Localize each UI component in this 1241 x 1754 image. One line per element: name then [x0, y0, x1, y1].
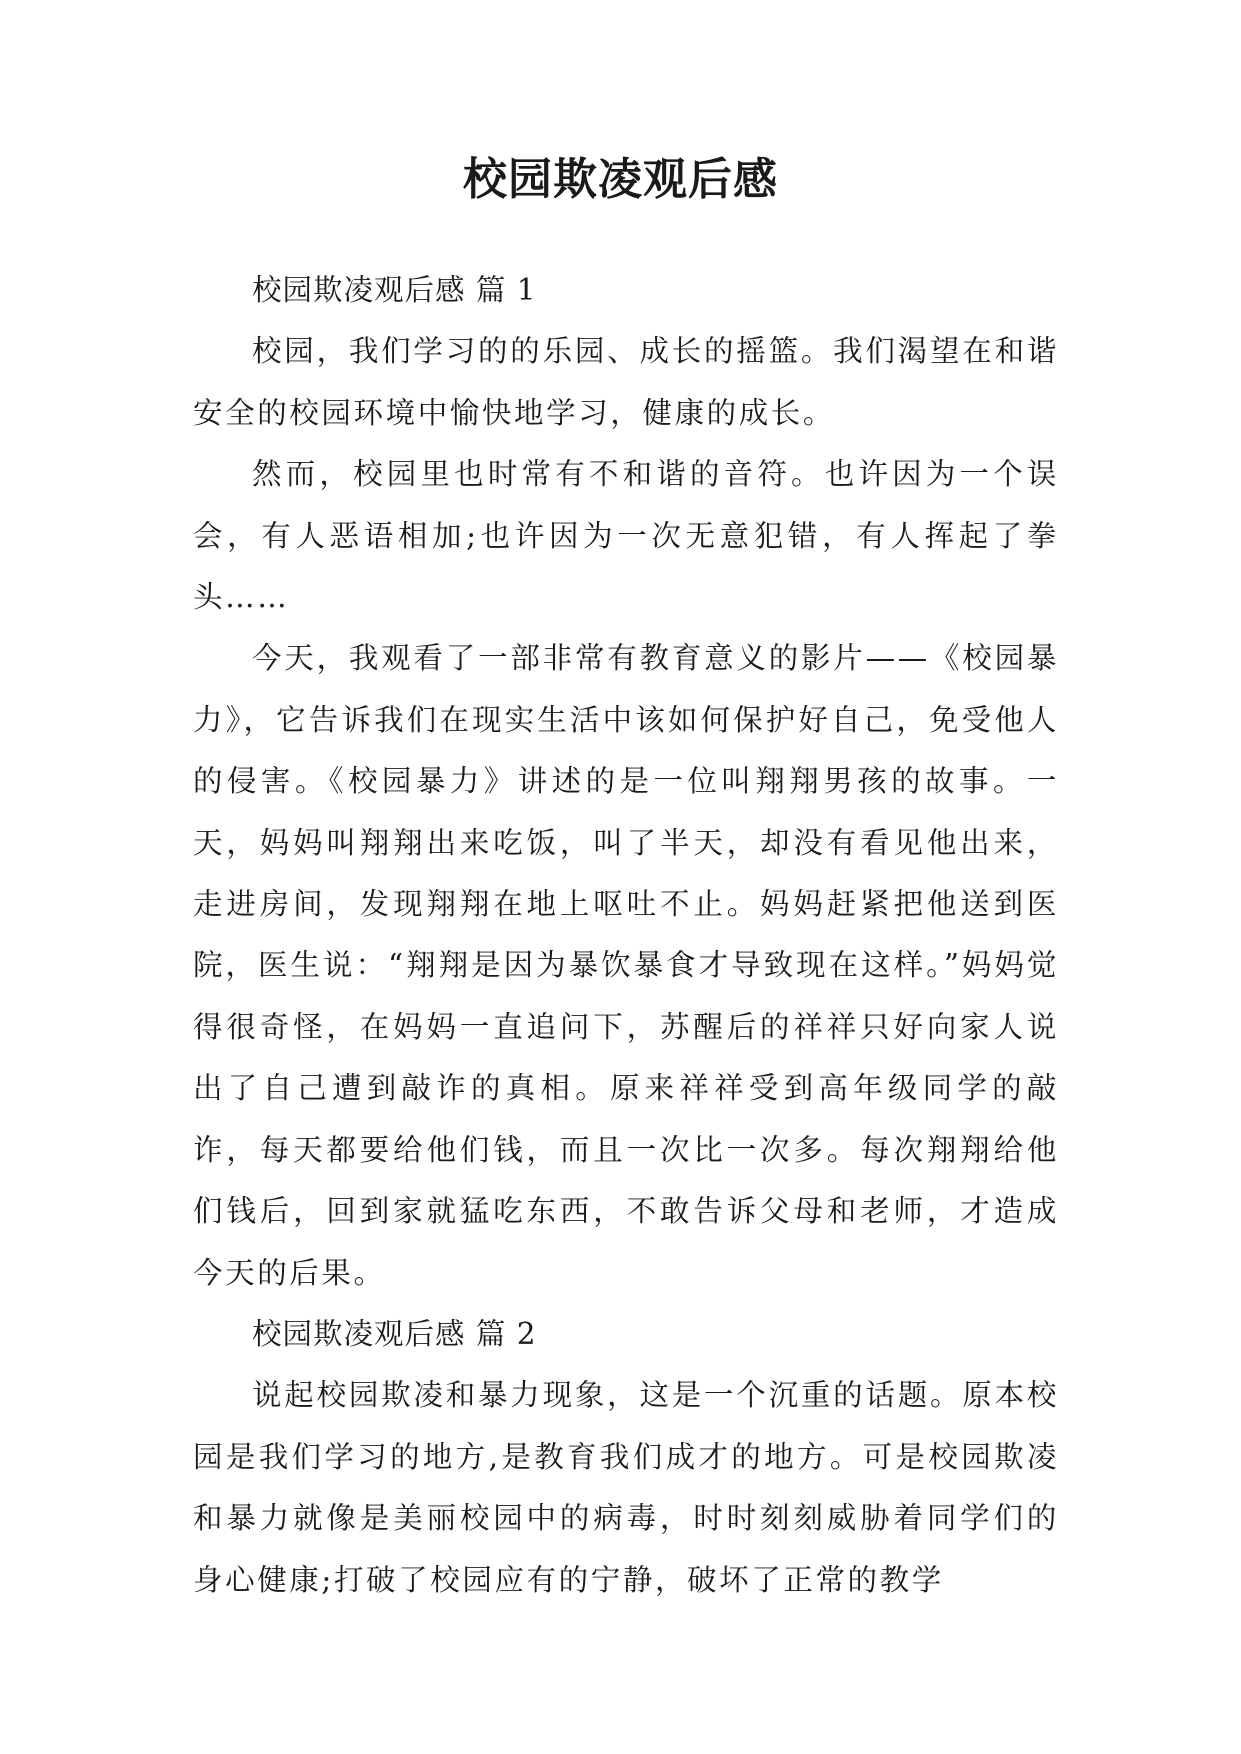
section-heading-2: 校园欺凌观后感 篇 2	[252, 1316, 537, 1351]
paragraph: 然而，校园里也时常有不和谐的音符。也许因为一个误会，有人恶语相加;也许因为一次无意犯错，有人挥起了拳头……	[193, 457, 1059, 615]
paragraph: 说起校园欺凌和暴力现象，这是一个沉重的话题。原本校园是我们学习的地方,是教育我们成才的地方。可是校园欺凌和暴力就像是美丽校园中的病毒，时时刻刻威胁着同学们的身心健康;打破了校园应有的宁静，破坏了正常的教学	[193, 1378, 1059, 1597]
paragraph: 今天，我观看了一部非常有教育意义的影片——《校园暴力》，它告诉我们在现实生活中该如何保护好自己，免受他人的侵害。《校园暴力》讲述的是一位叫翔翔男孩的故事。一天，妈妈叫翔翔出来吃饭，叫了半天，却没有看见他出来，走进房间，发现翔翔在地上呕吐不止。妈妈赶紧把他送到医院，医生说：“翔翔是因为暴饮暴食才导致现在这样。”妈妈觉得很奇怪，在妈妈一直追问下，苏醒后的祥祥只好向家人说出了自己遭到敲诈的真相。原来祥祥受到高年级同学的敲诈，每天都要给他们钱，而且一次比一次多。每次翔翔给他们钱后，回到家就猛吃东西，不敢告诉父母和老师，才造成今天的后果。	[193, 641, 1059, 1290]
document-body	[193, 260, 1059, 1611]
document-title: 校园欺凌观后感	[463, 154, 778, 205]
section-heading-1: 校园欺凌观后感 篇 1	[252, 273, 537, 307]
paragraph: 校园，我们学习的的乐园、成长的摇篮。我们渴望在和谐安全的校园环境中愉快地学习，健康的成长。	[193, 334, 1059, 430]
